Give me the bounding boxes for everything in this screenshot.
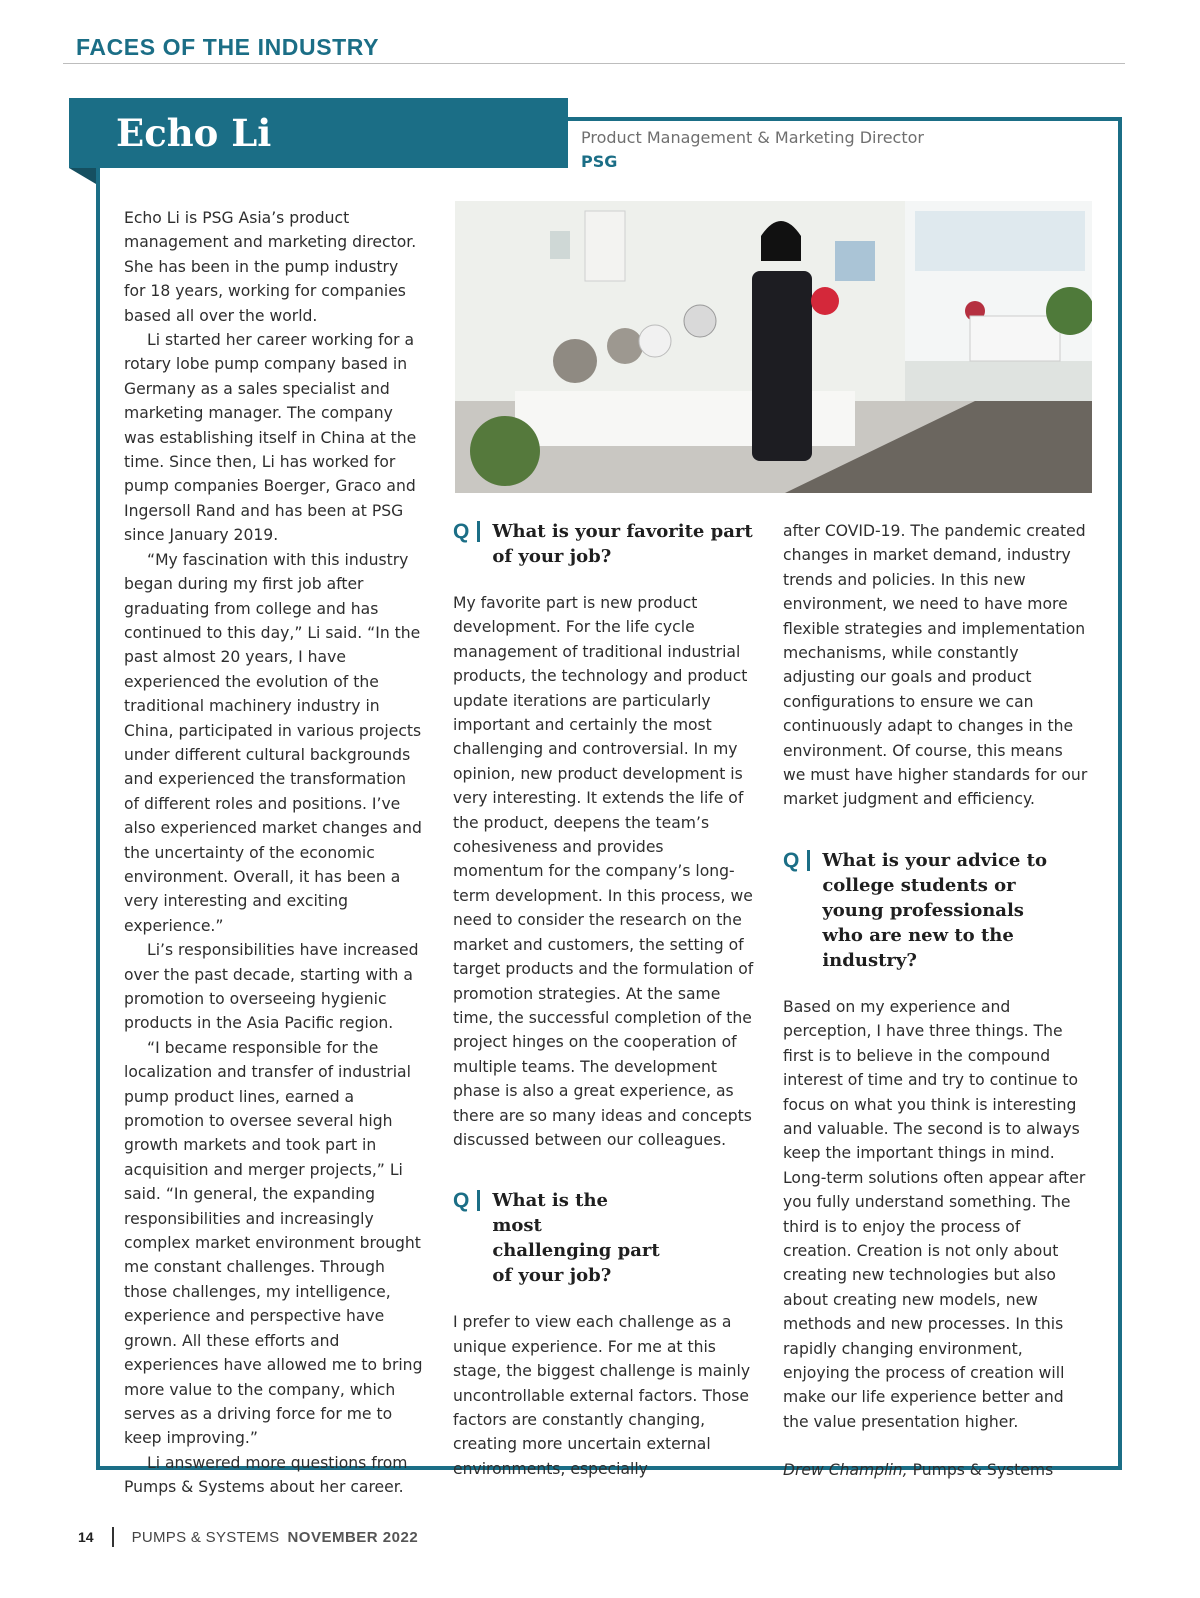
answer-text: I prefer to view each challenge as a unique experience. For me at this stage, the biggest challenge is mainly uncontrollable external factors. Those factors are constantly changing, creating more uncertain external environments, especially (453, 1313, 751, 1478)
answer-block (453, 591, 759, 1152)
q-bar (477, 1190, 480, 1211)
q-bar (477, 521, 480, 542)
page-number: 14 (78, 1529, 94, 1545)
footer-issue: NOVEMBER 2022 (287, 1528, 419, 1546)
bio-paragraph: Li’s responsibilities have increased over the past decade, starting with a promotion to overseeing hygienic products in the Asia Pacific region. (124, 941, 419, 1033)
question-block (783, 848, 1088, 973)
profile-name: Echo Li (69, 98, 568, 168)
qa-column-right (783, 519, 1088, 1483)
company-name: PSG (581, 152, 618, 171)
section-title: FACES OF THE INDUSTRY (76, 34, 380, 60)
q-letter: Q (453, 1189, 470, 1213)
answer-text: Based on my experience and perception, I have three things. The first is to believe in the compound interest of time and try to continue to focus on what you think is interesting and valuable. The second is to always keep the important things in mind. Long-term solutions often appear after you fully understand something. The third is to enjoy the process of creation. Creation is not only about creating new technologies but also about creating new models, new methods and new processes. In this rapidly changing environment, enjoying the process of creation will make our life experience better and the value presentation higher. (783, 997, 1086, 1431)
answer-block (783, 995, 1088, 1434)
byline (783, 1458, 1088, 1482)
q-letter: Q (783, 848, 800, 872)
byline-publication: Pumps & Systems (912, 1461, 1054, 1480)
bio-paragraph: “My fascination with this industry began during my first job after graduating from college and has continued to this day,” Li said. “In the past almost 20 years, I have experienced the evolution of the traditional machinery industry in China, participated in various projects under different cultural backgrounds and experienced the transformation of different roles and positions. I’ve also experienced market changes and the uncertainty of the economic environment. Overall, it has been a very interesting and exciting experience.” (124, 550, 422, 935)
bio-column (124, 206, 424, 1500)
q-marker (783, 848, 810, 873)
bio-paragraph: Echo Li is PSG Asia’s product management and marketing director. She has been in the pump industry for 18 years, working for companies based all over the world. (124, 209, 417, 325)
job-title: Product Management & Marketing Director (581, 128, 924, 147)
question-block (453, 1188, 759, 1288)
q-marker (453, 1188, 480, 1213)
section-divider (63, 63, 1125, 64)
question-block (453, 519, 759, 569)
byline-author: Drew Champlin, (783, 1461, 908, 1480)
q-marker (453, 519, 480, 544)
q-bar (807, 850, 810, 871)
answer-text-continued: after COVID-19. The pandemic created changes in market demand, industry trends and policies. In this new environment, we need to have more flexible strategies and implementation mechanisms, while constantly adjusting our goals and product configurations to ensure we can continuously adapt to changes in the environment. Of course, this means we must have higher standards for our market judgment and efficiency. (783, 522, 1088, 809)
footer-publication: PUMPS & SYSTEMS (131, 1528, 280, 1546)
footer-divider (112, 1527, 114, 1547)
banner-fold (69, 168, 96, 184)
bio-paragraph: Li started her career working for a rotary lobe pump company based in Germany as a sales specialist and marketing manager. The company was establishing itself in China at the time. Since then, Li has worked for pump companies Boerger, Graco and Ingersoll Rand and has been at PSG since January 2019. (124, 331, 417, 545)
bio-paragraph: Li answered more questions from Pumps & Systems about her career. (124, 1453, 408, 1497)
question-text: What is the most challenging part of your job? (492, 1190, 660, 1287)
answer-text: My favorite part is new product development. For the life cycle management of traditional industrial products, the technology and product update iterations are particularly important and certainly the most challenging and controversial. In my opinion, new product development is very interesting. It extends the life of the product, deepens the team’s cohesiveness and provides momentum for the company’s long-term development. In this process, we need to consider the research on the market and customers, the setting of target products and the formulation of promotion strategies. At the same time, the successful completion of the project hinges on the cooperation of multiple teams. The development phase is also a great experience, as there are so many ideas and concepts discussed between our colleagues. (453, 594, 754, 1149)
question-text: What is your favorite part of your job? (492, 521, 753, 567)
answer-block (453, 1310, 759, 1481)
bio-paragraph: “I became responsible for the localization and transfer of industrial pump product lines, earned a promotion to oversee several high growth markets and took part in acquisition and merger projects,” Li said. “In general, the expanding responsibilities and increasingly complex market environment brought me constant challenges. Through those challenges, my intelligence, experience and perspective have grown. All these efforts and experiences have allowed me to bring more value to the company, which serves as a driving force for me to keep improving.” (124, 1038, 423, 1448)
page-footer (78, 1527, 418, 1547)
qa-column-middle (453, 519, 759, 1481)
q-letter: Q (453, 520, 470, 543)
showroom-illustration (455, 201, 1092, 493)
question-text: What is your advice to college students or young professionals who are new to the industry? (822, 849, 1047, 971)
profile-photo (455, 201, 1092, 493)
